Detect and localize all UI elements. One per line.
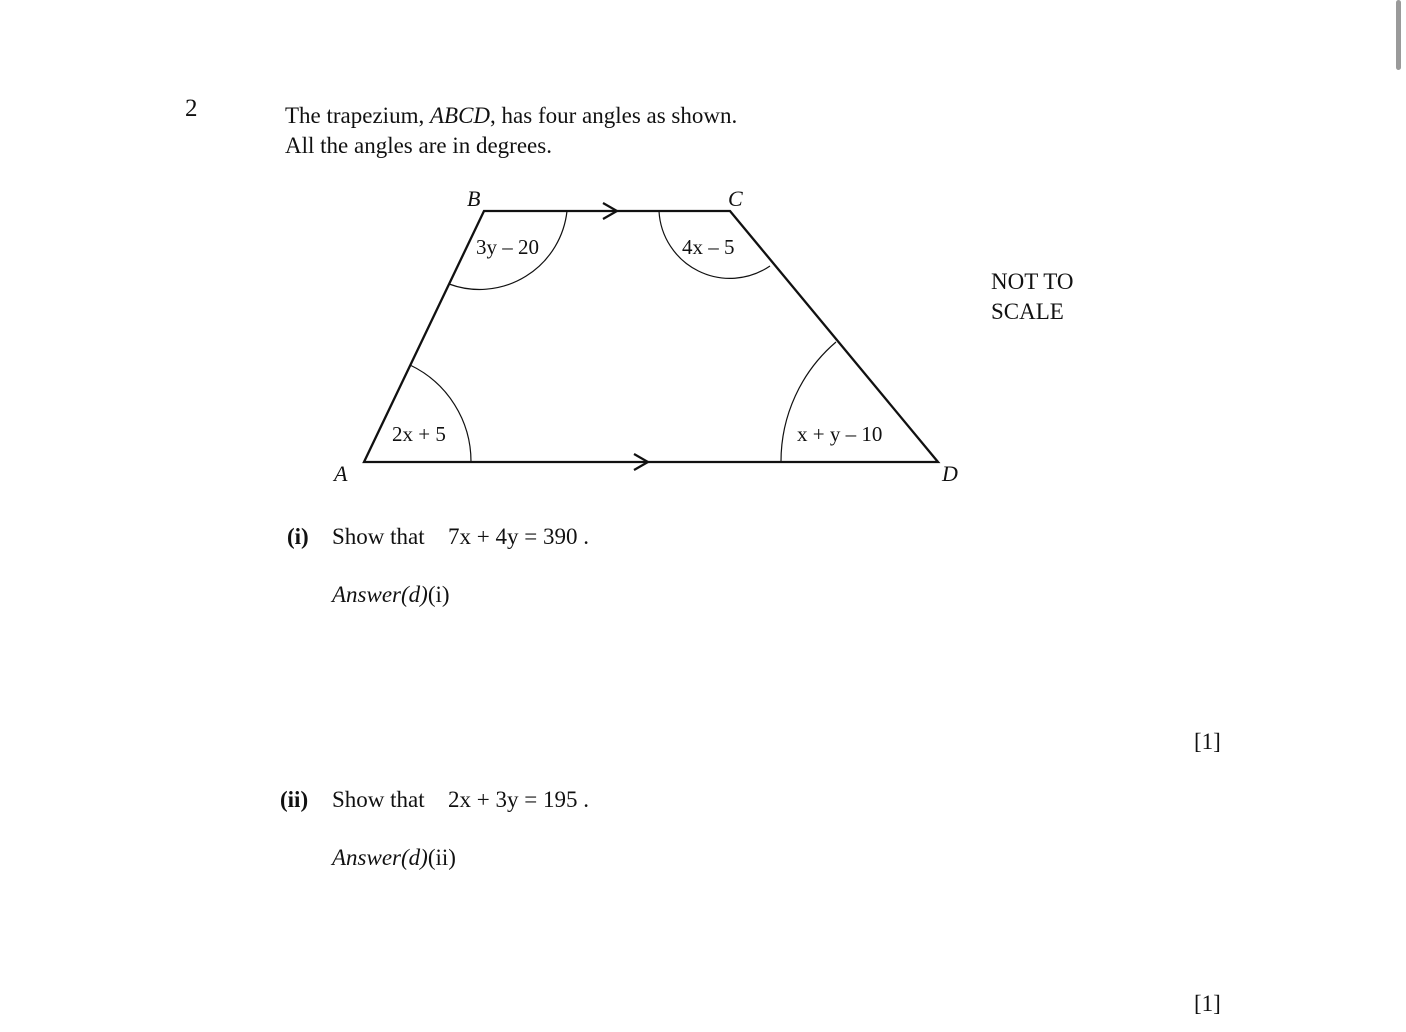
part-i-answer-label: Answer(d)(i) (332, 582, 450, 607)
part-i-equation: 7x + 4y = 390 . (448, 524, 589, 549)
angle-label-b: 3y – 20 (476, 235, 539, 259)
intro-line-1: The trapezium, ABCD, has four angles as shown. (285, 103, 738, 128)
not-to-scale-note (991, 267, 1073, 327)
angle-arc-a (410, 365, 471, 462)
angle-label-a: 2x + 5 (392, 422, 446, 446)
part-ii-prompt: Show that (332, 787, 425, 812)
part-ii-label: (ii) (280, 787, 309, 812)
vertex-label-d: D (942, 461, 958, 486)
intro-line-2: All the angles are in degrees. (285, 133, 552, 158)
vertex-label-a: A (334, 461, 348, 486)
part-i-label: (i) (287, 524, 309, 549)
part-i-marks: [1] (1194, 729, 1221, 754)
vertex-label-b: B (467, 186, 481, 211)
scale-note-line-2: SCALE (991, 299, 1064, 324)
part-ii-equation: 2x + 3y = 195 . (448, 787, 589, 812)
angle-label-d: x + y – 10 (797, 422, 883, 446)
scale-note-line-1: NOT TO (991, 269, 1074, 294)
part-i-prompt: Show that (332, 524, 425, 549)
angle-label-c: 4x – 5 (682, 235, 735, 259)
part-ii-answer-label: Answer(d)(ii) (332, 845, 456, 870)
question-number: 2 (185, 95, 198, 122)
vertex-label-c: C (728, 186, 743, 211)
part-ii-marks: [1] (1194, 991, 1221, 1016)
